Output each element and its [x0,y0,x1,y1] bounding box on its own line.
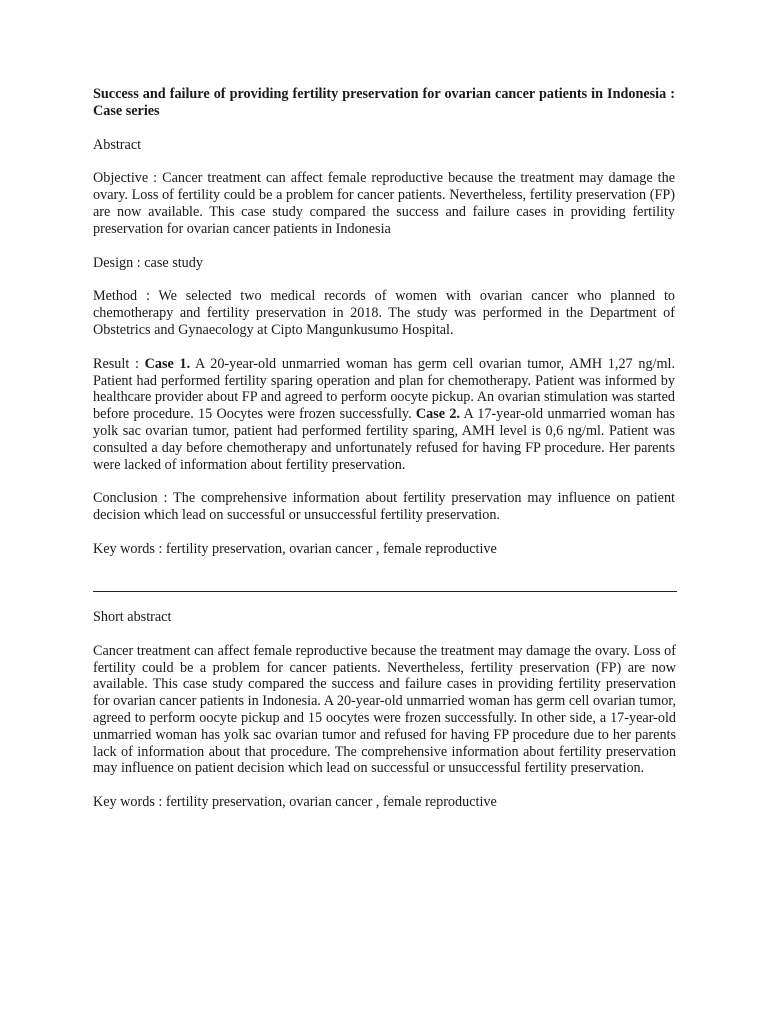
keywords-paragraph: Key words : fertility preservation, ovarian cancer , female reproductive [93,540,497,557]
objective-paragraph: Objective : Cancer treatment can affect female reproductive because the treatment may damage the ovary. Loss of fertility could be a problem for cancer patients. Nevertheless, fertility preservation (FP) are now available. This case study compared the success and failure cases in providing fertility preservation for ovarian cancer patients in Indonesia [93,170,675,237]
result-prefix: Result : [93,355,145,372]
document-lower-section [93,609,676,811]
paper-title: Success and failure of providing fertility preservation for ovarian cancer patients in Indonesia : Case series [93,86,675,119]
result-paragraph [93,356,675,474]
case1-text: A 20-year-old unmarried woman has germ cell ovarian tumor, AMH 1,27 ng/ml. Patient had performed fertility sparing operation and plan for chemotherapy. Patient was informed by healthcare provider about FP and agreed to perform oocyte pickup. An ovarian stimulation was started before procedure. 15 Oocytes were frozen successfully. [93,355,675,423]
case2-label: Case 2. [415,406,461,423]
method-paragraph: Method : We selected two medical records of women with ovarian cancer who planned to chemotherapy and fertility preservation in 2018. The study was performed in the Department of Obstetrics and Gynaecology at Cipto Mangunkusumo Hospital. [93,288,675,338]
design-paragraph: Design : case study [93,254,203,271]
abstract-heading: Abstract [93,136,142,153]
short-keywords-paragraph: Key words : fertility preservation, ovarian cancer , female reproductive [93,794,497,811]
document-upper-section [93,86,675,558]
case1-label: Case 1. [144,355,191,372]
conclusion-paragraph: Conclusion : The comprehensive information about fertility preservation may influence on patient decision which lead on successful or unsuccessful fertility preservation. [93,490,675,524]
case2-text: A 17-year-old unmarried woman has yolk sac ovarian tumor, patient had performed fertility sparing, AMH level is 0,6 ng/ml. Patient was consulted a day before chemotherapy and unfortunately refused for having FP procedure. Her parents were lacked of information about fertility preservation. [93,406,675,473]
short-abstract-paragraph: Cancer treatment can affect female reproductive because the treatment may damage the ovary. Loss of fertility could be a problem for cancer patients. Nevertheless, fertility preservation (FP) are now available. This case study compared the success and failure cases in providing fertility preservation for ovarian cancer patients in Indonesia. A 20-year-old unmarried woman has germ cell ovarian tumor, agreed to perform oocyte pickup and 15 oocytes were frozen successfully. In other side, a 17-year-old unmarried woman has yolk sac ovarian tumor and refused for having FP procedure due to her parents lack of information about that procedure. The comprehensive information about fertility preservation may influence on patient decision which lead on successful or unsuccessful fertility preservation. [93,642,676,777]
section-divider [93,591,677,592]
short-abstract-heading: Short abstract [93,609,172,625]
